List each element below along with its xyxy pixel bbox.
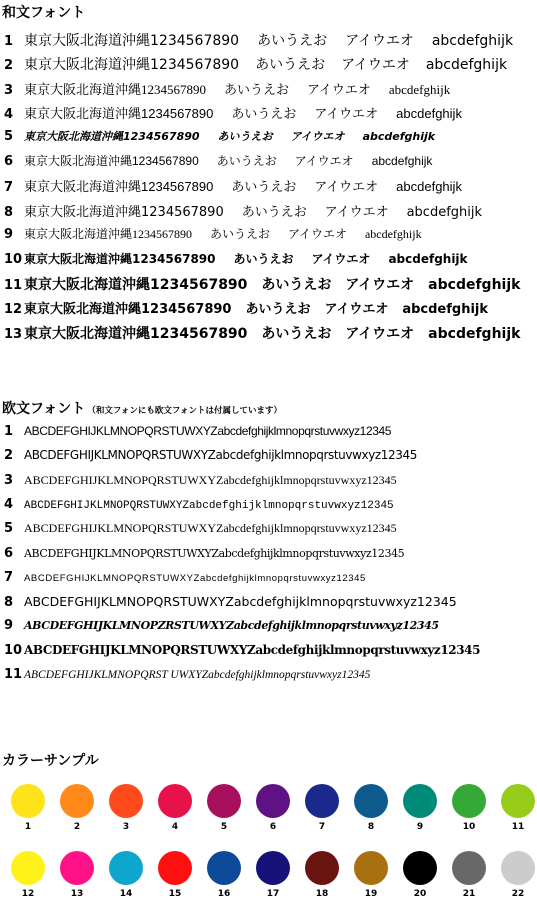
color-circle [207, 784, 241, 818]
color-swatch-number: 11 [511, 822, 525, 832]
color-swatch-20 [403, 851, 437, 899]
color-swatch-number: 21 [462, 889, 476, 899]
font-sample-text: アイウエオ [345, 277, 415, 293]
color-circle [452, 784, 486, 818]
color-swatch-number: 17 [266, 889, 280, 899]
color-circle [403, 851, 437, 885]
color-swatch-7 [305, 784, 339, 832]
color-swatch-18 [305, 851, 339, 899]
color-swatch-11 [501, 784, 535, 832]
japanese-fonts-title: 和文フォント [2, 5, 86, 21]
font-row-number: 7 [4, 569, 14, 585]
color-swatch-number: 22 [511, 889, 525, 899]
font-sample-text: あいうえお [210, 227, 271, 242]
color-swatch-number: 5 [220, 822, 228, 832]
font-row-number: 7 [4, 180, 14, 196]
font-sample-text: 東京大阪北海道沖縄1234567890 [24, 227, 193, 242]
font-sample-text: abcdefghijk [371, 154, 433, 168]
japanese-font-row-11 [4, 274, 520, 294]
font-sample-text: 東京大阪北海道沖縄1234567890 [24, 325, 248, 342]
color-swatch-21 [452, 851, 486, 899]
font-sample-text: ABCDEFGHIJKLMNOPQRSTUWXYZabcdefghijklmnopqrstuvwxyz12345 [24, 572, 366, 584]
font-sample-text: abcdefghijk [362, 129, 436, 143]
font-sample-text: abcdefghijk [428, 325, 521, 342]
japanese-font-row-8 [4, 201, 482, 220]
font-sample-text: あいうえお [231, 179, 297, 195]
color-circle [501, 784, 535, 818]
font-sample-text: あいうえお [245, 302, 311, 318]
color-swatch-number: 8 [367, 822, 375, 832]
font-sample-text: あいうえお [261, 325, 332, 342]
font-sample-text: あいうえお [231, 106, 297, 122]
color-swatch-number: 14 [119, 889, 133, 899]
font-sample-text: abcdefghijk [388, 251, 468, 266]
font-sample-text: あいうえお [224, 81, 290, 97]
japanese-font-row-4 [4, 103, 462, 122]
font-sample-text: ABCDEFGHIJKLMNOPQRSTUWXYZabcdefghijklmnopqrstuvwxyz12345 [24, 499, 394, 512]
color-circle [354, 851, 388, 885]
font-sample-text: ABCDEFGHIJKLMNOPQRSTUWXYZabcdefghijklmnopqrstuvwxyz12345 [24, 546, 405, 560]
western-font-row-10 [4, 643, 480, 658]
color-circle [109, 784, 143, 818]
font-sample-text: 東京大阪北海道沖縄1234567890 [24, 302, 232, 318]
color-swatch-16 [207, 851, 241, 899]
font-row-number: 3 [4, 472, 14, 488]
color-circle [501, 851, 535, 885]
font-sample-text: ABCDEFGHIJKLMNOPZRSTUWXYZabcdefghijklmnopqrstuvwxyz12345 [24, 619, 439, 633]
font-sample-text: abcdefghijk [388, 81, 451, 97]
font-sample-text: 東京大阪北海道沖縄1234567890 [24, 129, 200, 143]
font-sample-text: アイウエオ [294, 154, 354, 168]
font-sample-text: あいうえお [233, 251, 294, 266]
font-sample-text: abcdefghijk [425, 57, 508, 74]
font-sample-text: ABCDEFGHIJKLMNOPQRSTUWXYZabcdefghijklmnopqrstuvwxyz12345 [24, 472, 397, 487]
color-swatch-2 [60, 784, 94, 832]
japanese-font-row-13 [4, 323, 520, 343]
color-swatch-number: 2 [73, 822, 81, 832]
font-sample-text: あいうえお [241, 204, 307, 220]
color-circle [60, 784, 94, 818]
font-sample-text: abcdefghijk [431, 33, 514, 49]
color-circle [305, 784, 339, 818]
font-row-number: 2 [4, 448, 14, 464]
color-swatch-3 [109, 784, 143, 832]
font-sample-text: abcdefghijk [396, 179, 462, 195]
font-row-number: 2 [4, 58, 14, 74]
font-sample-text: アイウエオ [345, 325, 415, 342]
font-sample-text: アイウエオ [307, 81, 371, 97]
color-swatch-number: 9 [416, 822, 424, 832]
western-font-row-3 [4, 473, 397, 488]
color-swatch-number: 10 [462, 822, 476, 832]
font-sample-text: 東京大阪北海道沖縄1234567890 [24, 179, 214, 195]
color-swatch-number: 18 [315, 889, 329, 899]
western-font-row-5 [4, 521, 397, 536]
color-swatch-9 [403, 784, 437, 832]
font-sample-text: アイウエオ [345, 33, 414, 49]
font-row-number: 8 [4, 204, 14, 220]
color-circle [11, 784, 45, 818]
font-row-number: 4 [4, 107, 14, 123]
font-sample-text: あいうえお [257, 33, 328, 49]
color-swatch-6 [256, 784, 290, 832]
color-circle [11, 851, 45, 885]
font-row-number: 5 [4, 128, 14, 144]
font-sample-text: 東京大阪北海道沖縄1234567890 [24, 204, 224, 220]
color-samples-title: カラーサンプル [2, 753, 99, 769]
font-sample-text: abcdefghijk [406, 204, 483, 220]
font-sample-text: 東京大阪北海道沖縄1234567890 [24, 81, 207, 97]
color-swatch-22 [501, 851, 535, 899]
color-swatch-number: 13 [70, 889, 84, 899]
font-sample-text: ABCDEFGHIJKLMNOPQRSTUWXYZabcdefghijklmnopqrstuvwxyz12345 [24, 642, 481, 657]
color-circle [452, 851, 486, 885]
japanese-font-row-9 [4, 225, 422, 242]
western-font-row-8 [4, 594, 457, 610]
font-row-number: 10 [4, 642, 23, 658]
font-row-number: 5 [4, 521, 14, 537]
color-swatch-number: 19 [364, 889, 378, 899]
font-sample-text: abcdefghijk [428, 277, 521, 293]
color-circle [158, 851, 192, 885]
japanese-font-row-10 [4, 250, 468, 267]
color-swatch-14 [109, 851, 143, 899]
font-sample-text: 東京大阪北海道沖縄1234567890 [24, 251, 216, 266]
font-row-number: 9 [4, 227, 14, 243]
color-swatch-5 [207, 784, 241, 832]
color-swatch-12 [11, 851, 45, 899]
color-swatch-number: 15 [168, 889, 182, 899]
font-sample-text: あいうえお [216, 154, 277, 168]
color-circle [403, 784, 437, 818]
font-row-number: 1 [4, 424, 14, 439]
color-swatch-number: 6 [269, 822, 277, 832]
font-sample-text: abcdefghijk [364, 227, 422, 242]
font-row-number: 8 [4, 595, 14, 611]
color-circle [256, 851, 290, 885]
font-sample-text: abcdefghijk [402, 302, 489, 318]
font-sample-text: 東京大阪北海道沖縄1234567890 [24, 277, 248, 293]
color-swatch-17 [256, 851, 290, 899]
font-row-number: 6 [4, 154, 14, 169]
font-sample-text: アイウエオ [314, 106, 379, 122]
font-row-number: 6 [4, 545, 14, 561]
japanese-font-row-6 [4, 152, 432, 169]
font-sample-text: 東京大阪北海道沖縄1234567890 [24, 154, 199, 168]
font-sample-text: 東京大阪北海道沖縄1234567890 [24, 57, 240, 74]
font-sample-text: アイウエオ [324, 204, 389, 220]
font-sample-text: アイウエオ [314, 179, 379, 195]
font-sample-text: ABCDEFGHIJKLMNOPQRSTUWXYZabcdefghijklmnopqrstuvwxyz12345 [24, 594, 457, 610]
color-circle [109, 851, 143, 885]
color-swatch-1 [11, 784, 45, 832]
japanese-font-row-5 [4, 128, 435, 144]
font-sample-text: ABCDEFGHIJKLMNOPQRST UWXYZabcdefghijklmnopqrstuvwxyz12345 [24, 669, 371, 681]
font-sample-text: アイウエオ [341, 57, 410, 74]
font-row-number: 3 [4, 82, 14, 98]
color-swatch-8 [354, 784, 388, 832]
color-swatch-19 [354, 851, 388, 899]
japanese-font-row-3 [4, 79, 450, 98]
color-swatch-number: 20 [413, 889, 427, 899]
western-fonts-heading: 欧文フォント [2, 401, 86, 417]
font-sample-text: abcdefghijk [396, 106, 462, 122]
japanese-font-row-7 [4, 176, 462, 195]
japanese-font-row-1 [4, 30, 513, 50]
font-row-number: 13 [4, 326, 23, 342]
western-font-row-2 [4, 448, 417, 463]
color-swatch-number: 7 [318, 822, 326, 832]
color-circle [158, 784, 192, 818]
color-swatch-number: 12 [21, 889, 35, 899]
western-font-row-4 [4, 497, 394, 512]
western-fonts-title [2, 398, 282, 418]
color-circle [207, 851, 241, 885]
font-sample-text: ABCDEFGHIJKLMNOPQRSTUWXYZabcdefghijklmnopqrstuvwxyz12345 [24, 424, 392, 438]
japanese-font-row-2 [4, 54, 507, 74]
color-circle [354, 784, 388, 818]
color-circle [305, 851, 339, 885]
western-font-row-1 [4, 424, 391, 439]
font-row-number: 9 [4, 618, 14, 634]
color-swatch-15 [158, 851, 192, 899]
color-swatch-13 [60, 851, 94, 899]
western-fonts-note: （和文フォンにも欧文フォントは付属しています） [87, 406, 282, 416]
font-sample-text: アイウエオ [311, 251, 371, 266]
color-swatch-number: 4 [171, 822, 179, 832]
font-row-number: 4 [4, 496, 14, 512]
color-swatch-number: 3 [122, 822, 130, 832]
font-sample-text: アイウエオ [290, 129, 345, 143]
font-row-number: 10 [4, 251, 23, 267]
font-sample-text: 東京大阪北海道沖縄1234567890 [24, 106, 214, 122]
japanese-font-row-12 [4, 298, 488, 317]
font-row-number: 11 [4, 278, 23, 293]
font-sample-text: あいうえお [255, 57, 326, 74]
font-sample-text: あいうえお [217, 129, 273, 143]
font-sample-text: ABCDEFGHIJKLMNOPQRSTUWXYZabcdefghijklmnopqrstuvwxyz12345 [24, 448, 417, 463]
western-font-row-11 [4, 667, 370, 682]
font-sample-text: 東京大阪北海道沖縄1234567890 [24, 33, 240, 49]
font-row-number: 1 [4, 34, 14, 49]
western-font-row-7 [4, 570, 366, 585]
font-sample-text: ABCDEFGHIJKLMNOPQRSTUWXYZabcdefghijklmnopqrstuvwxyz12345 [24, 521, 397, 536]
color-swatch-10 [452, 784, 486, 832]
font-sample-text: アイウエオ [288, 227, 347, 242]
color-swatch-4 [158, 784, 192, 832]
color-swatch-number: 16 [217, 889, 231, 899]
font-row-number: 12 [4, 302, 23, 318]
font-sample-text: アイウエオ [324, 302, 389, 318]
western-font-row-9 [4, 618, 439, 633]
color-swatch-number: 1 [24, 822, 32, 832]
color-circle [60, 851, 94, 885]
font-sample-text: あいうえお [261, 277, 332, 293]
color-circle [256, 784, 290, 818]
western-font-row-6 [4, 546, 404, 561]
font-row-number: 11 [4, 667, 23, 682]
